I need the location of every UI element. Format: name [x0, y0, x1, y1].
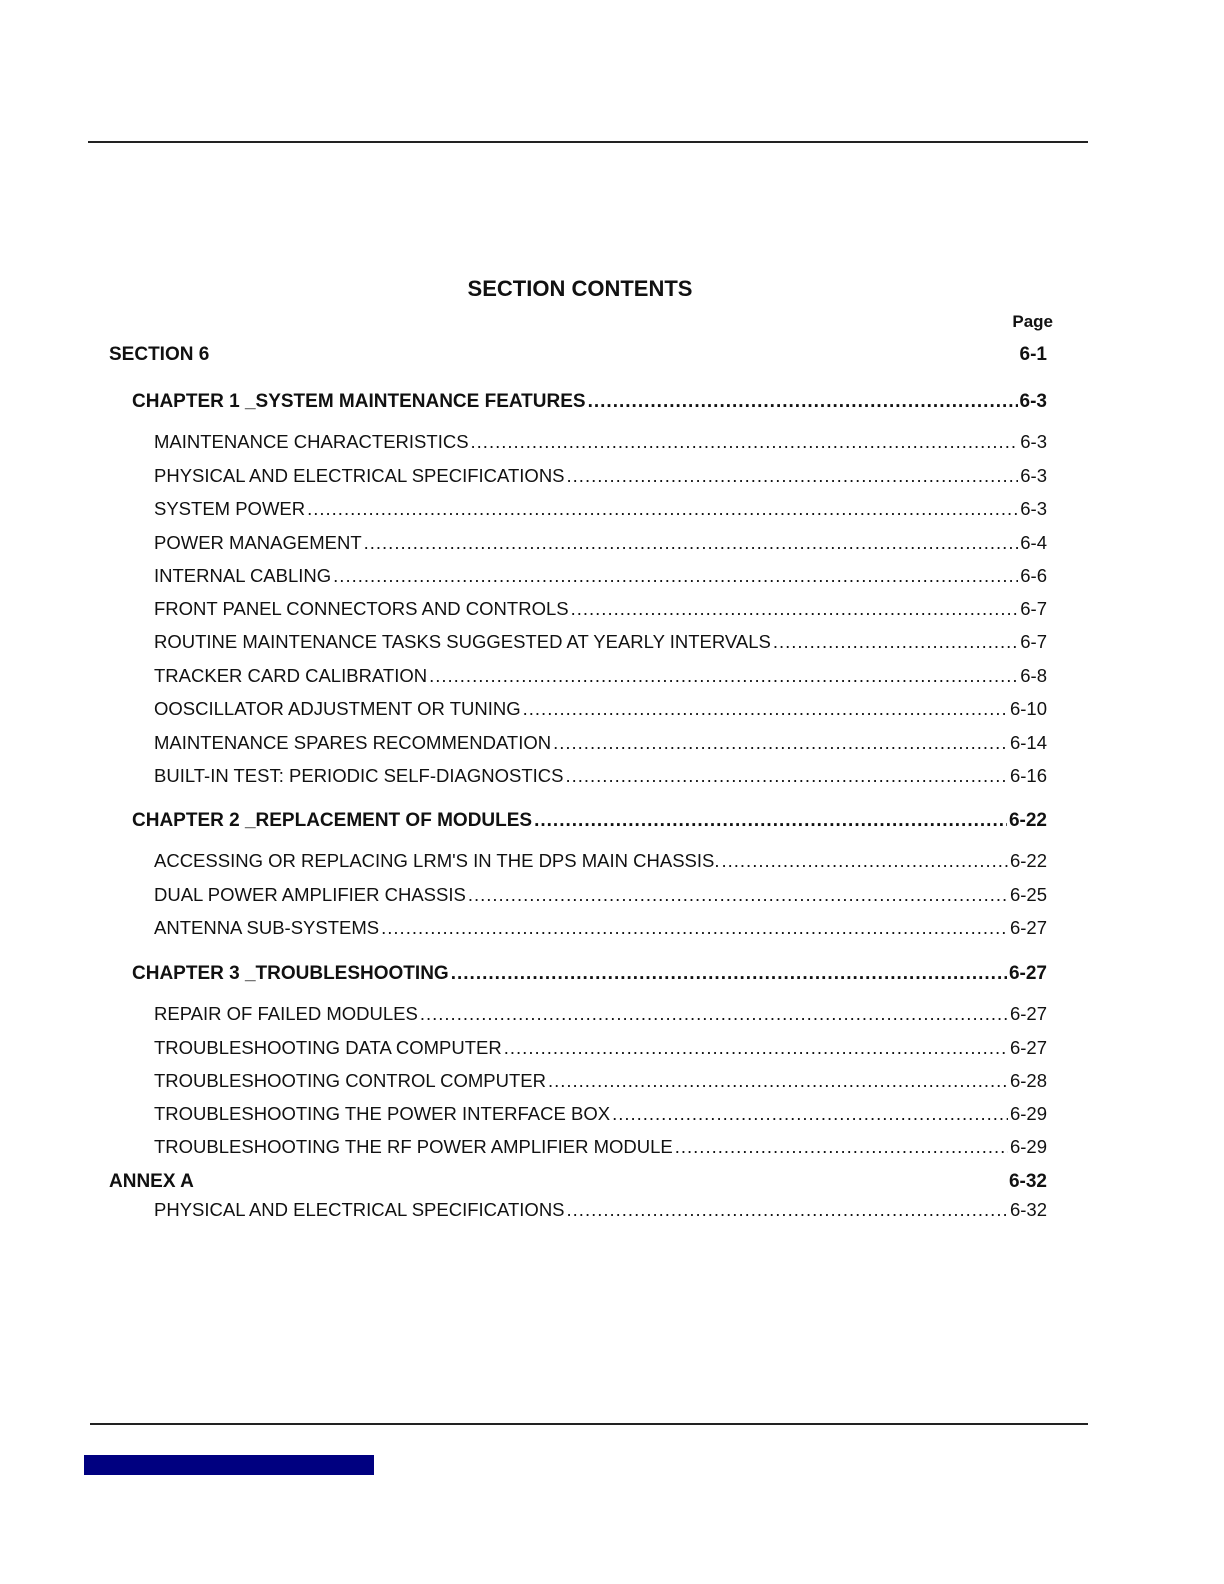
toc-entry[interactable] [154, 698, 1047, 720]
toc-label: PHYSICAL AND ELECTRICAL SPECIFICATIONS [154, 465, 565, 486]
toc-label: BUILT-IN TEST: PERIODIC SELF-DIAGNOSTICS [154, 765, 564, 786]
toc-page-number: 6-16 [1009, 765, 1047, 786]
leader-dots [565, 765, 1008, 787]
toc-page-number: 6-7 [1020, 631, 1047, 652]
toc-label: ACCESSING OR REPLACING LRM'S IN THE DPS MAIN CHASSIS. [154, 850, 720, 871]
toc-label: TROUBLESHOOTING CONTROL COMPUTER [154, 1070, 546, 1091]
toc-label: TROUBLESHOOTING THE POWER INTERFACE BOX [154, 1103, 611, 1124]
leader-dots [571, 598, 1019, 620]
toc-page-number: 6-29 [1009, 1103, 1047, 1124]
toc-page-number: 6-27 [1009, 1003, 1047, 1024]
toc-label: INTERNAL CABLING [154, 565, 332, 586]
leader-dots [468, 884, 1008, 906]
leader-dots [567, 465, 1019, 487]
toc-label: CHAPTER 3 _TROUBLESHOOTING [132, 963, 449, 984]
toc-entry[interactable] [154, 631, 1047, 653]
toc-entry[interactable] [154, 1070, 1047, 1092]
page-title: SECTION CONTENTS [467, 276, 693, 301]
leader-dots [612, 1103, 1008, 1125]
footer-color-bar [84, 1455, 374, 1475]
toc-entry[interactable] [154, 765, 1047, 787]
toc-label: ANNEX A [109, 1171, 194, 1192]
leader-dots [548, 1070, 1008, 1092]
toc-label: TROUBLESHOOTING DATA COMPUTER [154, 1037, 502, 1058]
toc-label: TROUBLESHOOTING THE RF POWER AMPLIFIER MODULE [154, 1136, 673, 1157]
toc-page-number: 6-10 [1009, 698, 1047, 719]
toc-page-number: 6-14 [1009, 732, 1047, 753]
toc-entry[interactable] [154, 565, 1047, 587]
toc-label: SYSTEM POWER [154, 498, 306, 519]
toc-chapter-heading[interactable] [132, 391, 1047, 413]
toc-page-number: 6-27 [1009, 1037, 1047, 1058]
leader-dots [675, 1136, 1008, 1158]
toc-section-heading[interactable] [109, 344, 1047, 366]
toc-page-number: 6-22 [1009, 850, 1047, 871]
leader-dots [364, 532, 1019, 554]
toc-page-number: 6-6 [1020, 565, 1047, 586]
leader-dots [451, 963, 1007, 985]
toc-label: CHAPTER 1 _SYSTEM MAINTENANCE FEATURES [132, 391, 586, 412]
toc-page-number: 6-28 [1009, 1070, 1047, 1091]
toc-label: CHAPTER 2 _REPLACEMENT OF MODULES [132, 810, 533, 831]
toc-entry[interactable] [154, 431, 1047, 453]
toc-page-number: 6-8 [1020, 665, 1047, 686]
toc-entry[interactable] [154, 1199, 1047, 1221]
toc-page-number: 6-7 [1020, 598, 1047, 619]
toc-label: REPAIR OF FAILED MODULES [154, 1003, 418, 1024]
toc-label: MAINTENANCE CHARACTERISTICS [154, 431, 469, 452]
toc-label: ROUTINE MAINTENANCE TASKS SUGGESTED AT YEARLY INTERVALS [154, 631, 771, 652]
toc-label: SECTION 6 [109, 344, 210, 365]
toc-entry[interactable] [154, 598, 1047, 620]
toc-page-number: 6-27 [1009, 917, 1047, 938]
toc-label: POWER MANAGEMENT [154, 532, 362, 553]
leader-dots [429, 665, 1018, 687]
toc-label: OOSCILLATOR ADJUSTMENT OR TUNING [154, 698, 521, 719]
toc-page-number: 6-1 [1019, 344, 1047, 365]
leader-dots [420, 1003, 1008, 1025]
toc-page-number: 6-27 [1008, 963, 1047, 984]
toc-entry[interactable] [154, 732, 1047, 754]
toc-label: DUAL POWER AMPLIFIER CHASSIS [154, 884, 466, 905]
toc-chapter-heading[interactable] [132, 810, 1047, 832]
footer-rule [90, 1423, 1088, 1425]
toc-entry[interactable] [154, 465, 1047, 487]
toc-page-number: 6-3 [1020, 431, 1047, 452]
toc-label: MAINTENANCE SPARES RECOMMENDATION [154, 732, 552, 753]
toc-entry[interactable] [154, 884, 1047, 906]
toc-label: PHYSICAL AND ELECTRICAL SPECIFICATIONS [154, 1199, 565, 1220]
leader-dots [567, 1199, 1008, 1221]
toc-entry[interactable] [154, 850, 1047, 872]
toc-label: TRACKER CARD CALIBRATION [154, 665, 428, 686]
toc-page-number: 6-4 [1020, 532, 1047, 553]
toc-entry[interactable] [154, 498, 1047, 520]
toc-page-number: 6-22 [1008, 810, 1047, 831]
leader-dots [471, 431, 1019, 453]
leader-dots [333, 565, 1018, 587]
toc-page-number: 6-32 [1009, 1199, 1047, 1220]
toc-annex-heading[interactable] [109, 1171, 1047, 1193]
toc-page-number: 6-3 [1019, 391, 1047, 412]
leader-dots [523, 698, 1008, 720]
leader-dots [722, 850, 1008, 872]
page-column-label: Page [1012, 312, 1053, 331]
leader-dots [381, 917, 1008, 939]
toc-page-number: 6-32 [1008, 1171, 1047, 1192]
toc-entry[interactable] [154, 1003, 1047, 1025]
leader-dots [588, 391, 1018, 413]
toc-label: ANTENNA SUB-SYSTEMS [154, 917, 380, 938]
toc-label: FRONT PANEL CONNECTORS AND CONTROLS [154, 598, 569, 619]
toc-entry[interactable] [154, 665, 1047, 687]
toc-page-number: 6-25 [1009, 884, 1047, 905]
toc-entry[interactable] [154, 917, 1047, 939]
toc-page-number: 6-3 [1020, 465, 1047, 486]
toc-entry[interactable] [154, 1136, 1047, 1158]
header-rule [88, 141, 1088, 143]
toc-page-number: 6-29 [1009, 1136, 1047, 1157]
toc-entry[interactable] [154, 1037, 1047, 1059]
leader-dots [553, 732, 1008, 754]
toc-entry[interactable] [154, 1103, 1047, 1125]
toc-page-number: 6-3 [1020, 498, 1047, 519]
toc-chapter-heading[interactable] [132, 963, 1047, 985]
leader-dots [534, 810, 1007, 832]
toc-entry[interactable] [154, 532, 1047, 554]
leader-dots [504, 1037, 1008, 1059]
leader-dots [307, 498, 1018, 520]
leader-dots [773, 631, 1018, 653]
